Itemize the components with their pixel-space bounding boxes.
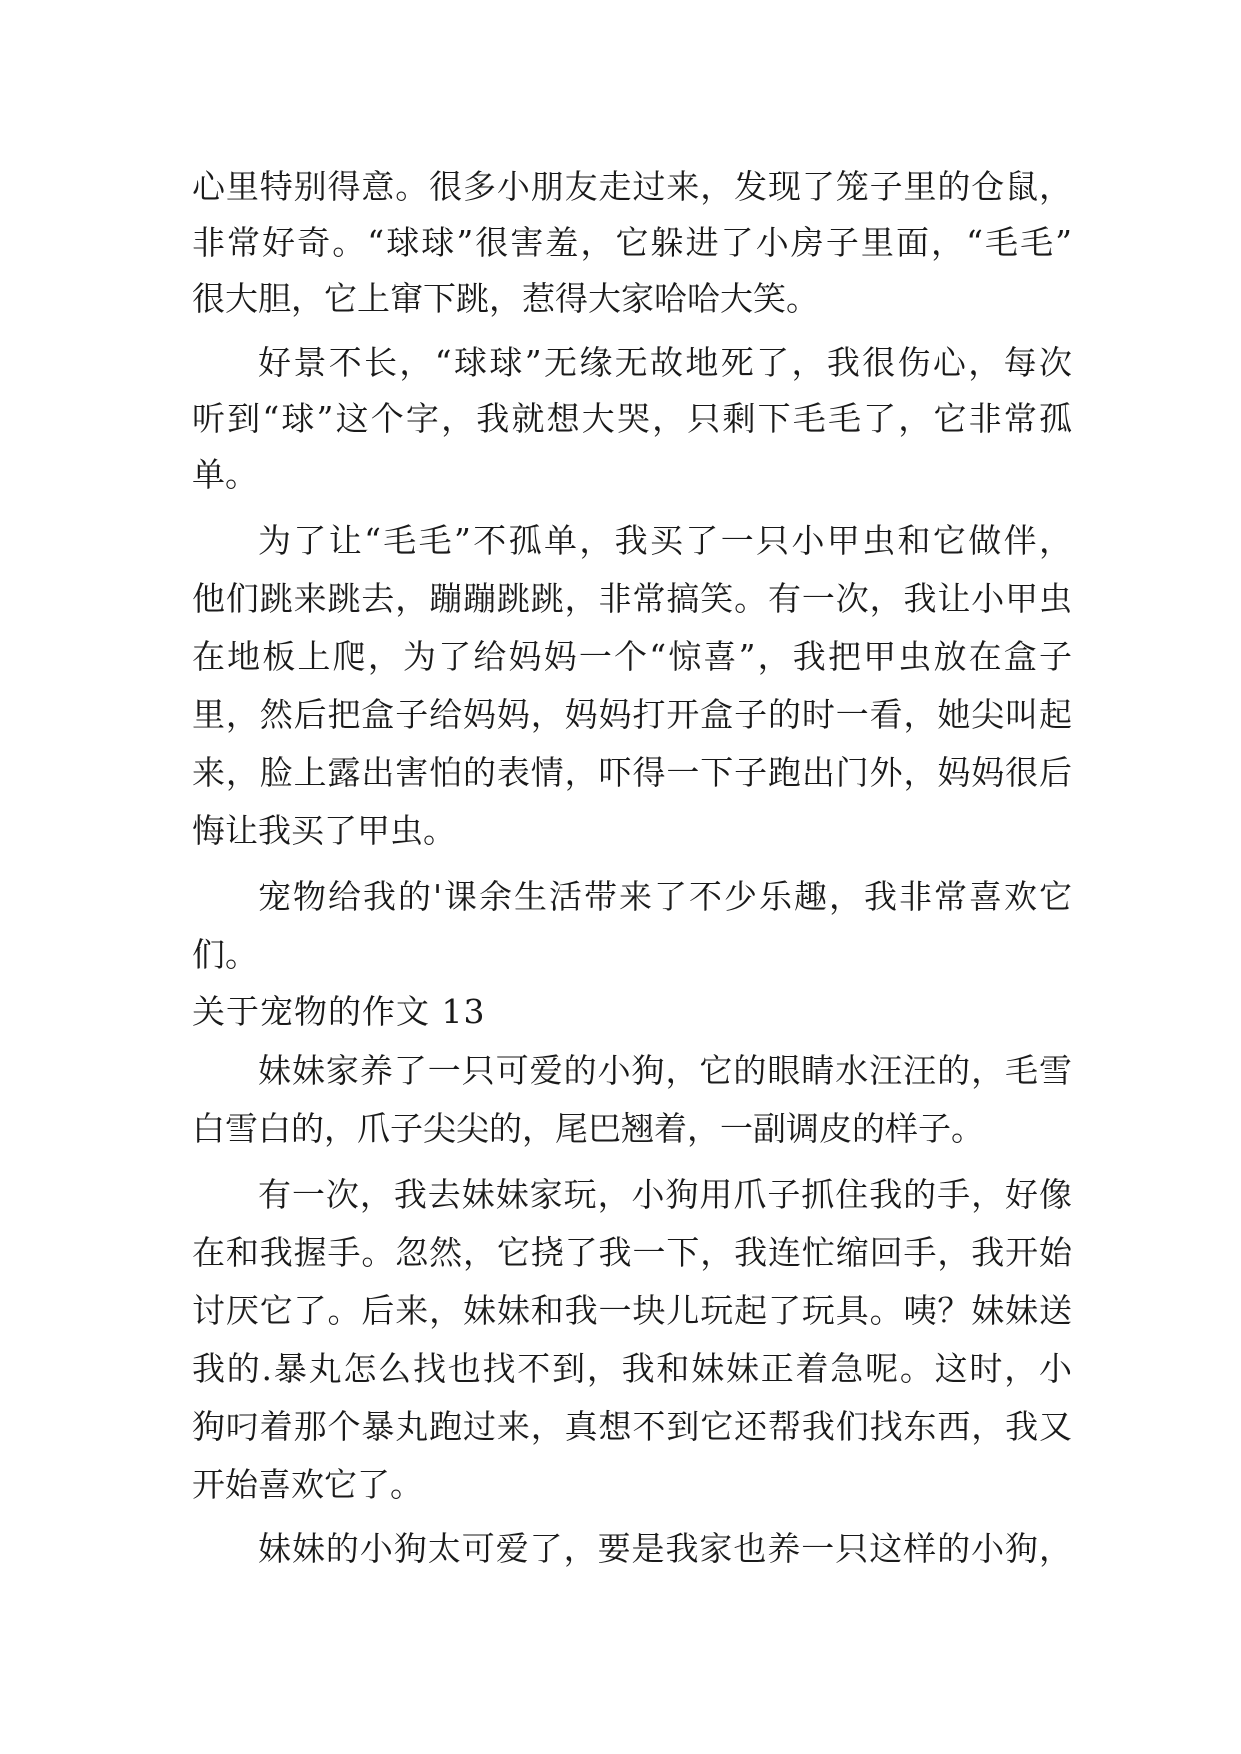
paragraph-line: 悔让我买了甲虫。 xyxy=(192,811,456,850)
paragraph-line: 很大胆，它上窜下跳，惹得大家哈哈大笑。 xyxy=(192,279,819,318)
paragraph-line: 讨厌它了。后来，妹妹和我一块儿玩起了玩具。咦？妹妹送 xyxy=(192,1291,1072,1330)
paragraph-line: 妹妹家养了一只可爱的小狗，它的眼睛水汪汪的，毛雪 xyxy=(258,1051,1072,1090)
section-heading: 关于宠物的作文 13 xyxy=(192,992,486,1031)
paragraph-line: 里，然后把盒子给妈妈，妈妈打开盒子的时一看，她尖叫起 xyxy=(192,695,1072,734)
paragraph-line: 非常好奇。“球球”很害羞，它躲进了小房子里面，“毛毛” xyxy=(192,223,1072,262)
paragraph-line: 单。 xyxy=(192,455,258,494)
paragraph-line: 来，脸上露出害怕的表情，吓得一下子跑出门外，妈妈很后 xyxy=(192,753,1072,792)
paragraph-line: 他们跳来跳去，蹦蹦跳跳，非常搞笑。有一次，我让小甲虫 xyxy=(192,579,1072,618)
paragraph-line: 妹妹的小狗太可爱了，要是我家也养一只这样的小狗， xyxy=(258,1529,1072,1568)
paragraph-line: 白雪白的，爪子尖尖的，尾巴翘着，一副调皮的样子。 xyxy=(192,1109,984,1148)
paragraph-line: 在和我握手。忽然，它挠了我一下，我连忙缩回手，我开始 xyxy=(192,1233,1072,1272)
paragraph-line: 开始喜欢它了。 xyxy=(192,1465,423,1504)
paragraph-line: 狗叼着那个暴丸跑过来，真想不到它还帮我们找东西，我又 xyxy=(192,1407,1072,1446)
paragraph-line: 心里特别得意。很多小朋友走过来，发现了笼子里的仓鼠， xyxy=(192,167,1072,206)
paragraph-line: 为了让“毛毛”不孤单，我买了一只小甲虫和它做伴， xyxy=(258,521,1072,560)
paragraph-line: 好景不长，“球球”无缘无故地死了，我很伤心，每次 xyxy=(258,343,1072,382)
paragraph-line: 我的.暴丸怎么找也找不到，我和妹妹正着急呢。这时，小 xyxy=(192,1349,1072,1388)
paragraph-line: 们。 xyxy=(192,935,258,974)
paragraph-line: 听到“球”这个字，我就想大哭，只剩下毛毛了，它非常孤 xyxy=(192,399,1072,438)
paragraph-line: 有一次，我去妹妹家玩，小狗用爪子抓住我的手，好像 xyxy=(258,1175,1072,1214)
paragraph-line: 在地板上爬，为了给妈妈一个“惊喜”，我把甲虫放在盒子 xyxy=(192,637,1072,676)
paragraph-line: 宠物给我的'课余生活带来了不少乐趣，我非常喜欢它 xyxy=(258,877,1072,916)
